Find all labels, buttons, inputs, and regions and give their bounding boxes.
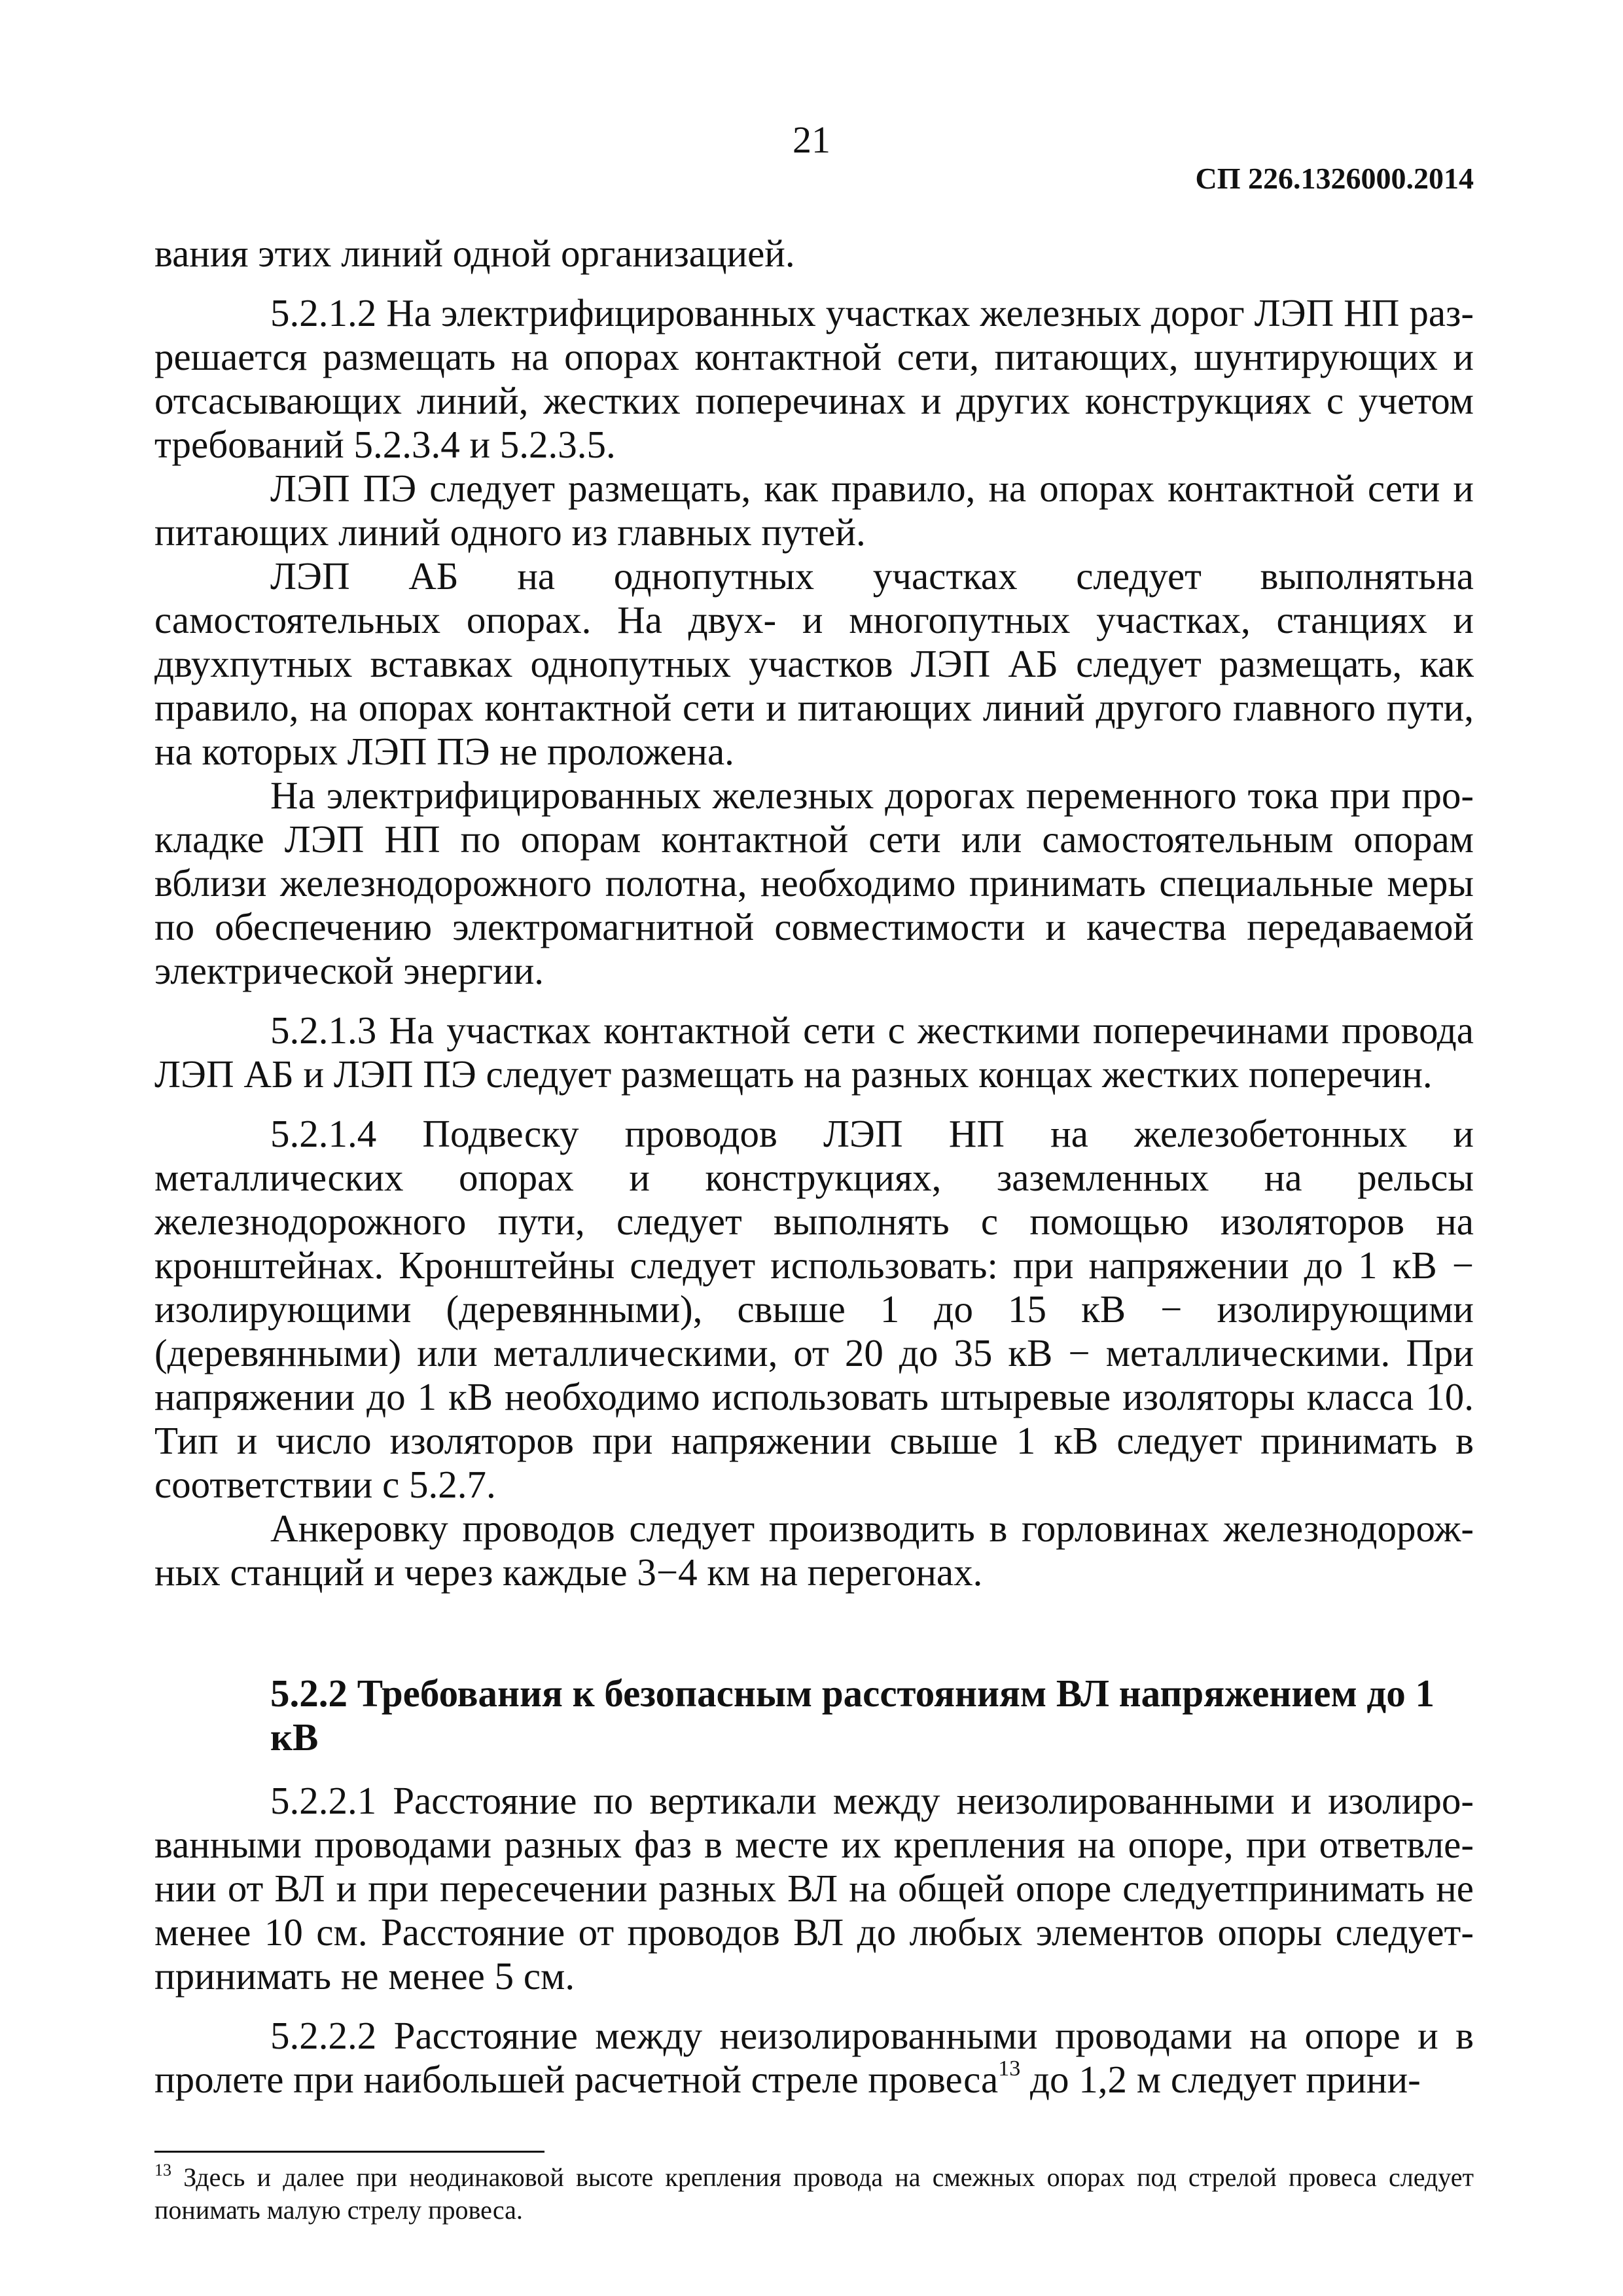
document-code: СП 226.1326000.2014	[1195, 162, 1474, 195]
paragraph-5-2-2-2-text-end: до 1,2 м следует прини-	[1020, 2058, 1421, 2101]
footnote-marker: 13	[154, 2161, 171, 2179]
page-number: 21	[793, 118, 830, 161]
paragraph-5-2-1-4: 5.2.1.4 Подвеску проводов ЛЭП НП на железобетонных и металлических опорах и конструкциях, заземленных на рельсы железнодорожного пути, следует выполнять с помощью изоляторов на кронштейнах. Кронштейны следует использовать: при напряжении до 1 кВ − изолирующими (деревянными), свыше 1 до 15 кВ − изолирующими (деревянными) или металлическими, от 20 до 35 кВ − металлическими. При напряжении до 1 кВ необходимо использовать штыревые изоляторы класса 10. Тип и число изоляторов при напряжении свыше 1 кВ следует принимать в соответствии с 5.2.7.	[154, 1112, 1474, 1506]
paragraph-5-2-1-2: 5.2.1.2 На электрифицированных участках железных дорог ЛЭП НП разрешается размещать на опорах контактной сети, питающих, шунтирующих и отсасывающих линий, жестких поперечинах и других конструкциях с учетом требований 5.2.3.4 и 5.2.3.5.	[154, 291, 1474, 466]
paragraph-lep-ab: ЛЭП АБ на однопутных участках следует выполнятьна самостоятельных опорах. На двух- и многопутных участках, станциях и двухпутных вставках однопутных участков ЛЭП АБ следует размещать, как правило, на опорах контактной сети и питающих линий другого главного пути, на которых ЛЭП ПЭ не проложена.	[154, 554, 1474, 773]
paragraph-ac-railways: На электрифицированных железных дорогах переменного тока при прокладке ЛЭП НП по опорам контактной сети или самостоятельным опорам вблизи железнодорожного полотна, необходимо принимать специальные меры по обеспечению электромагнитной совместимости и качества передаваемой электрической энергии.	[154, 774, 1474, 992]
paragraph-5-2-2-2-text: 5.2.2.2 Расстояние между неизолированными проводами на опоре и в пролете при наибольшей расчетной стреле провеса	[154, 2014, 1474, 2101]
footnote-text: Здесь и далее при неодинаковой высоте крепления провода на смежных опорах под стрелой провеса следует понимать малую стрелу провеса.	[154, 2162, 1474, 2225]
paragraph-lep-pe: ЛЭП ПЭ следует размещать, как правило, на опорах контактной сети и питающих линий одного из главных путей.	[154, 467, 1474, 554]
section-heading-5-2-2: 5.2.2 Требования к безопасным расстояниям ВЛ напряжением до 1 кВ	[270, 1672, 1435, 1759]
body-text	[154, 232, 1474, 2102]
paragraph-continuation: вания этих линий одной организацией.	[154, 232, 795, 275]
footnote	[154, 2161, 1474, 2227]
paragraph-anchoring: Анкеровку проводов следует производить в горловинах железнодорожных станций и через каждые 3−4 км на перегонах.	[154, 1507, 1474, 1594]
footnote-reference: 13	[998, 2056, 1021, 2081]
paragraph-5-2-1-3: 5.2.1.3 На участках контактной сети с жесткими поперечинами провода ЛЭП АБ и ЛЭП ПЭ следует размещать на разных концах жестких поперечин.	[154, 1009, 1474, 1096]
paragraph-5-2-2-2	[154, 2014, 1474, 2102]
footnote-separator	[154, 2151, 544, 2153]
paragraph-5-2-2-1: 5.2.2.1 Расстояние по вертикали между неизолированными и изолированными проводами разных фаз в месте их крепления на опоре, при ответвлении от ВЛ и при пересечении разных ВЛ на общей опоре следуетпринимать не менее 10 см. Расстояние от проводов ВЛ до любых элементов опоры следуетпринимать не менее 5 см.	[154, 1779, 1474, 1998]
